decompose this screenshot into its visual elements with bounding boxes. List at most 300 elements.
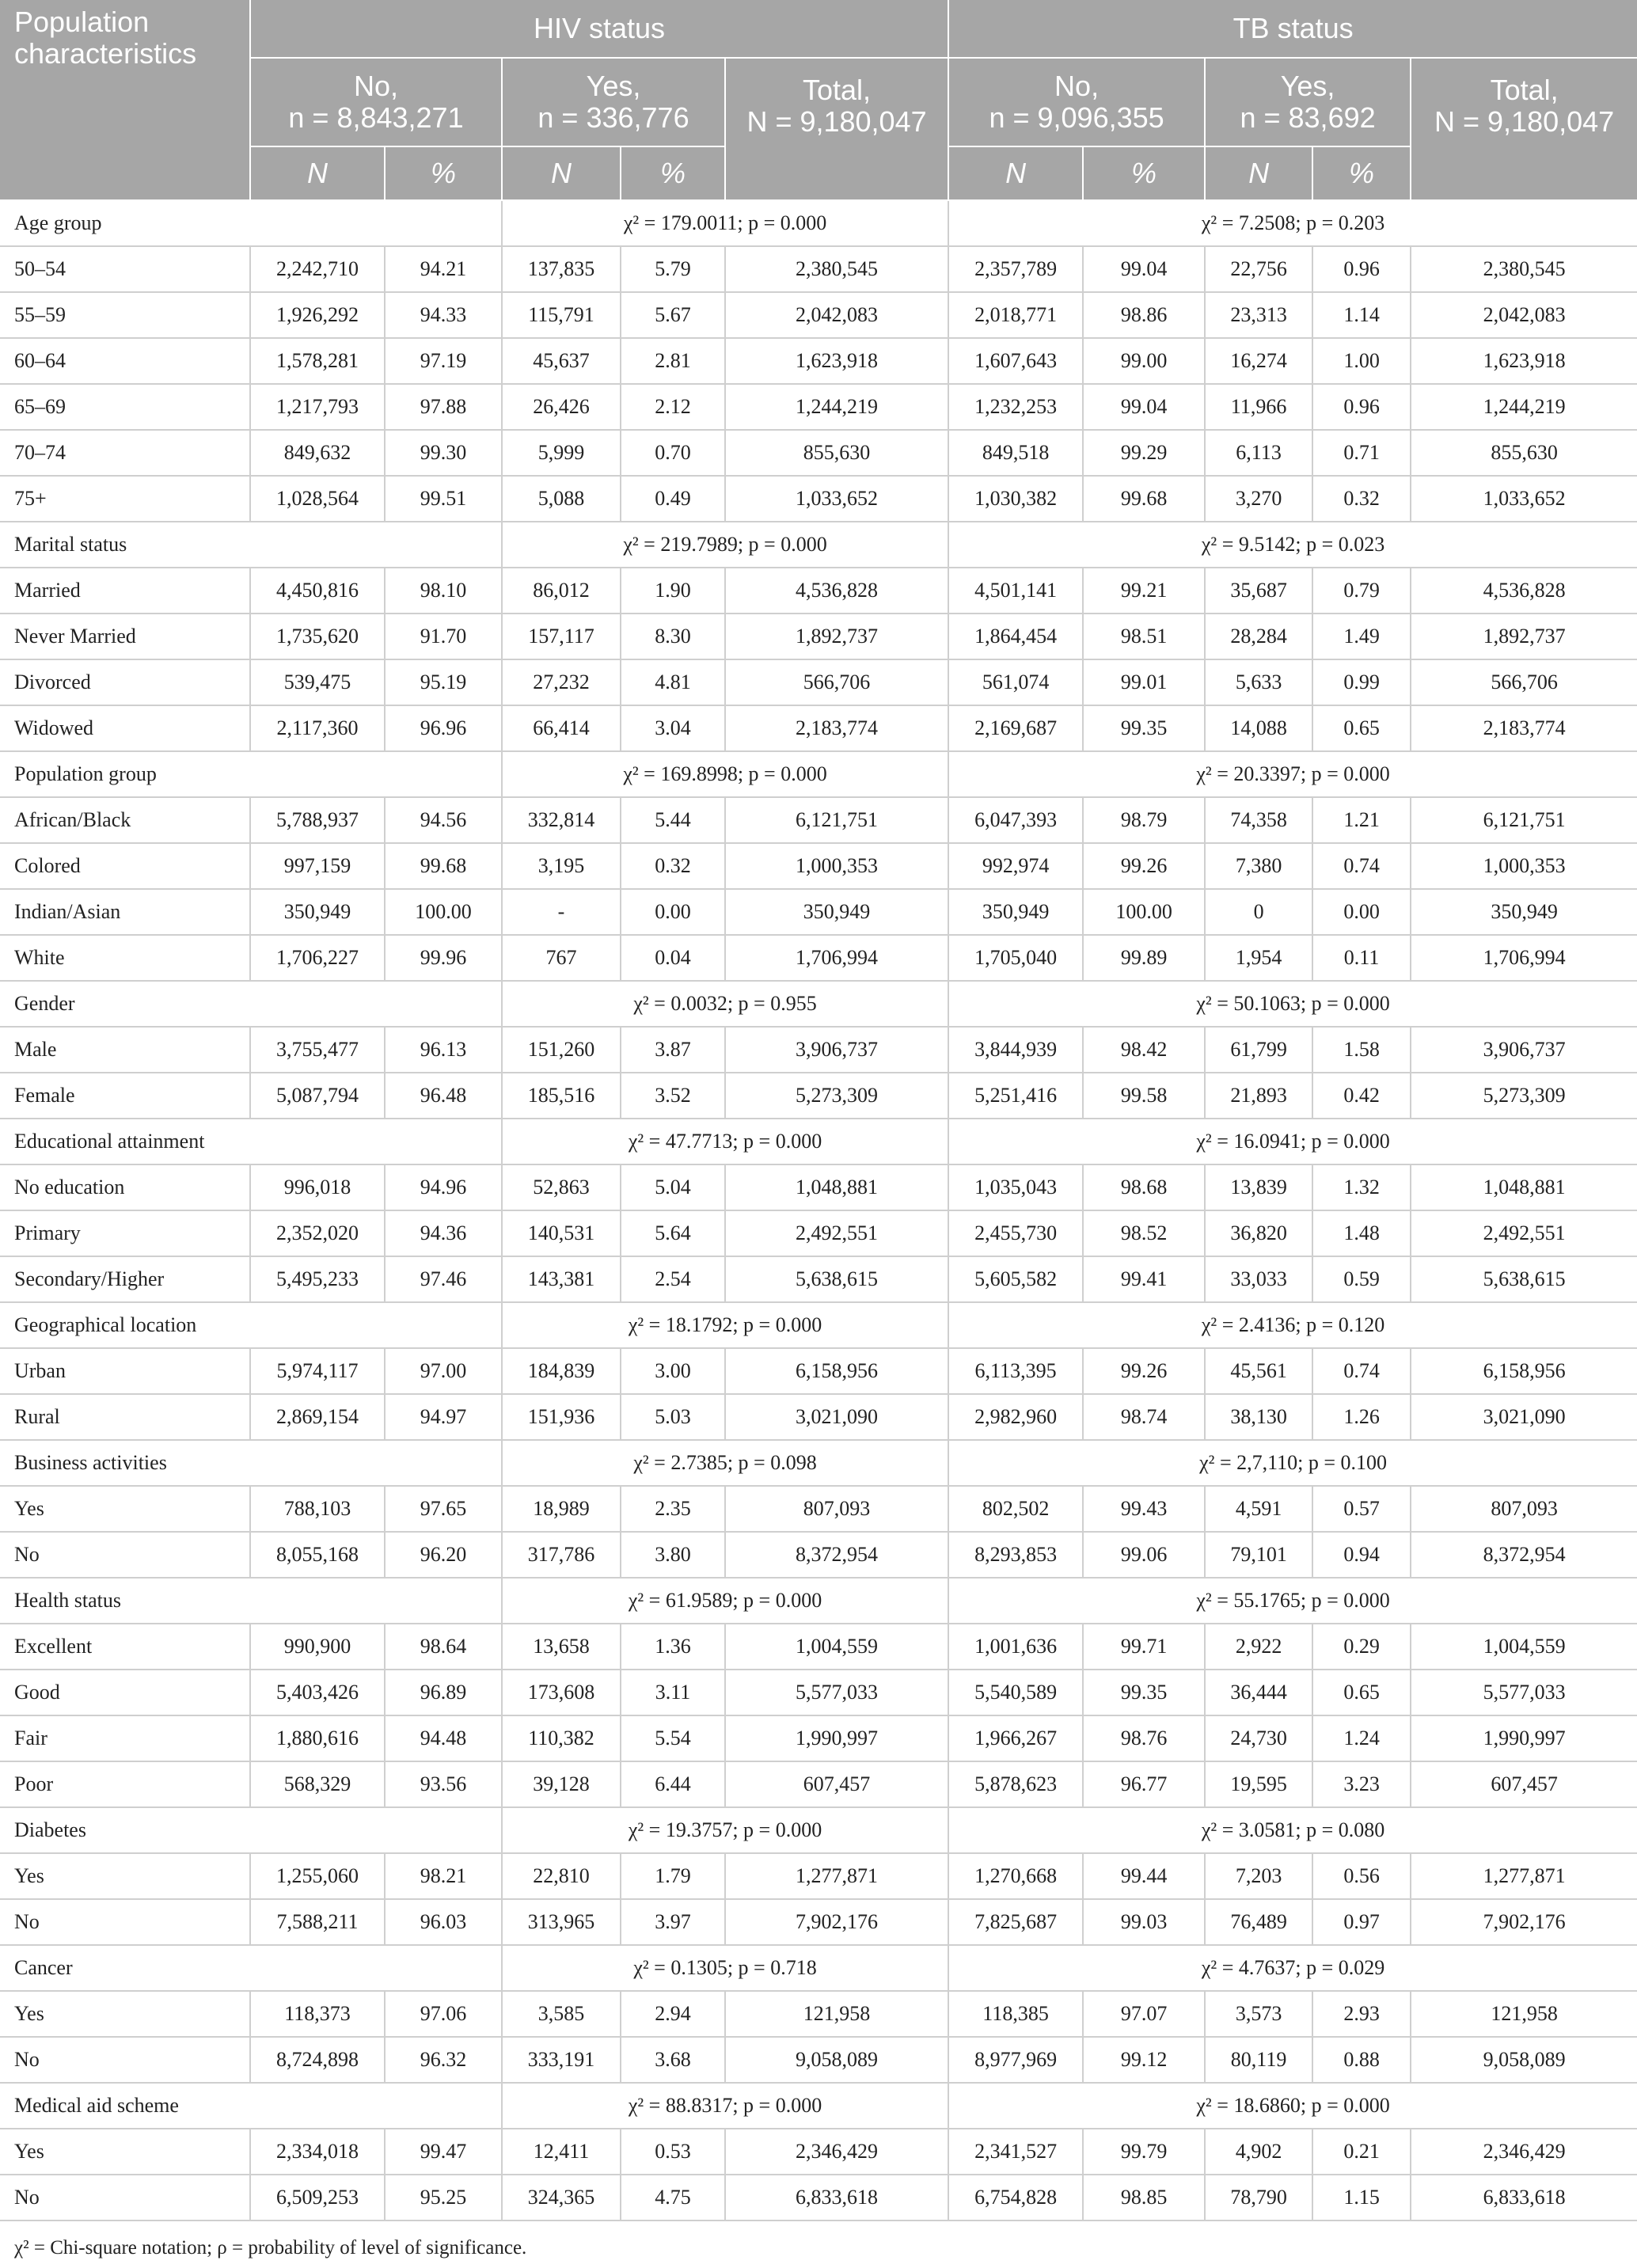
table-cell: 2,183,774 — [725, 705, 948, 751]
table-row — [0, 1761, 1637, 1807]
table-cell: 6.44 — [621, 1761, 725, 1807]
row-label: 55–59 — [0, 292, 250, 338]
table-cell: 992,974 — [948, 843, 1083, 889]
table-row — [0, 430, 1637, 476]
table-cell: 97.88 — [385, 384, 502, 430]
table-cell: 98.68 — [1083, 1164, 1205, 1210]
table-cell: 324,365 — [502, 2175, 621, 2221]
table-cell: 3,021,090 — [1411, 1394, 1637, 1440]
table-cell: 80,119 — [1205, 2037, 1312, 2083]
row-label: Colored — [0, 843, 250, 889]
table-cell: 350,949 — [948, 889, 1083, 935]
table-cell: 5.04 — [621, 1164, 725, 1210]
table-cell: 52,863 — [502, 1164, 621, 1210]
table-cell: 14,088 — [1205, 705, 1312, 751]
tb-chi-square: χ² = 3.0581; p = 0.080 — [948, 1807, 1637, 1853]
table-cell: 1,001,636 — [948, 1624, 1083, 1670]
table-cell: 99.71 — [1083, 1624, 1205, 1670]
table-cell: 3,844,939 — [948, 1027, 1083, 1073]
table-cell: 0.57 — [1312, 1486, 1411, 1532]
row-label: 65–69 — [0, 384, 250, 430]
row-label: Female — [0, 1073, 250, 1119]
header-hiv-total-label: Total, — [803, 74, 872, 106]
table-cell: 2,183,774 — [1411, 705, 1637, 751]
table-cell: 1,255,060 — [250, 1853, 385, 1899]
table-cell: 96.03 — [385, 1899, 502, 1945]
hiv-chi-square: χ² = 61.9589; p = 0.000 — [502, 1578, 948, 1624]
section-title: Educational attainment — [0, 1119, 502, 1164]
table-cell: 9,058,089 — [1411, 2037, 1637, 2083]
row-label: No — [0, 2175, 250, 2221]
table-cell: 2.93 — [1312, 1991, 1411, 2037]
table-cell: 11,966 — [1205, 384, 1312, 430]
table-cell: 1,966,267 — [948, 1715, 1083, 1761]
table-cell: 99.68 — [1083, 476, 1205, 522]
table-cell: 855,630 — [1411, 430, 1637, 476]
row-label: African/Black — [0, 797, 250, 843]
table-cell: 4.81 — [621, 659, 725, 705]
table-cell: 151,260 — [502, 1027, 621, 1073]
table-cell: 1.48 — [1312, 1210, 1411, 1256]
table-cell: 1,244,219 — [725, 384, 948, 430]
table-cell: 16,274 — [1205, 338, 1312, 384]
table-cell: 561,074 — [948, 659, 1083, 705]
table-cell: 151,936 — [502, 1394, 621, 1440]
table-row — [0, 2037, 1637, 2083]
header-population-characteristics: Population characteristics — [0, 0, 250, 200]
table-cell: 1.15 — [1312, 2175, 1411, 2221]
table-cell: 1,277,871 — [725, 1853, 948, 1899]
table-cell: 137,835 — [502, 246, 621, 292]
table-cell: 1,926,292 — [250, 292, 385, 338]
table-cell: 22,756 — [1205, 246, 1312, 292]
row-label: Excellent — [0, 1624, 250, 1670]
header-hiv-no-pct: % — [385, 146, 502, 200]
tb-chi-square: χ² = 20.3397; p = 0.000 — [948, 751, 1637, 797]
row-label: 50–54 — [0, 246, 250, 292]
table-cell: 4,536,828 — [1411, 568, 1637, 614]
table-cell: 6,754,828 — [948, 2175, 1083, 2221]
table-cell: 99.89 — [1083, 935, 1205, 981]
table-cell: 566,706 — [1411, 659, 1637, 705]
table-cell: 1.49 — [1312, 614, 1411, 659]
row-label: Yes — [0, 2129, 250, 2175]
section-row — [0, 1119, 1637, 1164]
hiv-chi-square: χ² = 219.7989; p = 0.000 — [502, 522, 948, 568]
section-title: Population group — [0, 751, 502, 797]
table-cell: 1,880,616 — [250, 1715, 385, 1761]
header-hiv-no-label: No, — [353, 70, 399, 102]
table-cell: 1,048,881 — [1411, 1164, 1637, 1210]
table-cell: 19,595 — [1205, 1761, 1312, 1807]
hiv-chi-square: χ² = 0.1305; p = 0.718 — [502, 1945, 948, 1991]
section-title: Geographical location — [0, 1302, 502, 1348]
row-label: Yes — [0, 1991, 250, 2037]
table-cell: 99.12 — [1083, 2037, 1205, 2083]
table-cell: 98.21 — [385, 1853, 502, 1899]
header-tb-no-n: n = 9,096,355 — [989, 101, 1164, 134]
hiv-chi-square: χ² = 19.3757; p = 0.000 — [502, 1807, 948, 1853]
table-cell: 4,501,141 — [948, 568, 1083, 614]
table-cell: 0.49 — [621, 476, 725, 522]
row-label: No — [0, 2037, 250, 2083]
table-cell: 0 — [1205, 889, 1312, 935]
header-tb-yes-n: n = 83,692 — [1240, 101, 1376, 134]
table-cell: 99.29 — [1083, 430, 1205, 476]
header-tb-no — [948, 58, 1205, 146]
table-cell: 1,035,043 — [948, 1164, 1083, 1210]
table-cell: 2,922 — [1205, 1624, 1312, 1670]
row-label: Widowed — [0, 705, 250, 751]
table-row — [0, 2129, 1637, 2175]
table-cell: 99.51 — [385, 476, 502, 522]
table-cell: 22,810 — [502, 1853, 621, 1899]
table-cell: 140,531 — [502, 1210, 621, 1256]
table-cell: 0.21 — [1312, 2129, 1411, 2175]
table-cell: 18,989 — [502, 1486, 621, 1532]
table-cell: 3.11 — [621, 1670, 725, 1715]
table-cell: 1,990,997 — [1411, 1715, 1637, 1761]
table-cell: 45,637 — [502, 338, 621, 384]
table-cell: 1.00 — [1312, 338, 1411, 384]
table-header — [0, 0, 1637, 200]
table-cell: 2,380,545 — [725, 246, 948, 292]
table-cell: 1,033,652 — [1411, 476, 1637, 522]
section-title: Health status — [0, 1578, 502, 1624]
table-cell: 350,949 — [250, 889, 385, 935]
row-label: Yes — [0, 1853, 250, 1899]
table-row — [0, 568, 1637, 614]
table-cell: 99.26 — [1083, 1348, 1205, 1394]
table-cell: 0.96 — [1312, 246, 1411, 292]
table-cell: 99.58 — [1083, 1073, 1205, 1119]
table-cell: 4,591 — [1205, 1486, 1312, 1532]
row-label: No education — [0, 1164, 250, 1210]
table-cell: 5,633 — [1205, 659, 1312, 705]
table-cell: 1,000,353 — [1411, 843, 1637, 889]
table-cell: 1.58 — [1312, 1027, 1411, 1073]
table-cell: 1.32 — [1312, 1164, 1411, 1210]
table-cell: 1,232,253 — [948, 384, 1083, 430]
table-cell: 2,352,020 — [250, 1210, 385, 1256]
table-cell: 94.33 — [385, 292, 502, 338]
row-label: Primary — [0, 1210, 250, 1256]
table-cell: 121,958 — [1411, 1991, 1637, 2037]
section-row — [0, 1807, 1637, 1853]
row-label: Secondary/Higher — [0, 1256, 250, 1302]
table-row — [0, 338, 1637, 384]
table-cell: 8,977,969 — [948, 2037, 1083, 2083]
table-cell: 2,169,687 — [948, 705, 1083, 751]
header-hiv-no-n: n = 8,843,271 — [288, 101, 464, 134]
table-row — [0, 2175, 1637, 2221]
table-row — [0, 935, 1637, 981]
header-tb-total-n: N = 9,180,047 — [1434, 105, 1615, 138]
table-cell: 807,093 — [1411, 1486, 1637, 1532]
table-cell: 8,372,954 — [725, 1532, 948, 1578]
table-cell: 96.89 — [385, 1670, 502, 1715]
table-cell: 333,191 — [502, 2037, 621, 2083]
row-label: Divorced — [0, 659, 250, 705]
table-cell: 100.00 — [385, 889, 502, 935]
tb-chi-square: χ² = 18.6860; p = 0.000 — [948, 2083, 1637, 2129]
table-cell: 350,949 — [725, 889, 948, 935]
table-cell: 13,658 — [502, 1624, 621, 1670]
tb-chi-square: χ² = 50.1063; p = 0.000 — [948, 981, 1637, 1027]
hiv-chi-square: χ² = 179.0011; p = 0.000 — [502, 200, 948, 246]
header-tb-no-N: N — [948, 146, 1083, 200]
table-cell: 5,638,615 — [1411, 1256, 1637, 1302]
table-cell: 1,892,737 — [1411, 614, 1637, 659]
table-cell: 9,058,089 — [725, 2037, 948, 2083]
row-label: Indian/Asian — [0, 889, 250, 935]
table-cell: 1,735,620 — [250, 614, 385, 659]
table-cell: 1,990,997 — [725, 1715, 948, 1761]
table-cell: 93.56 — [385, 1761, 502, 1807]
table-row — [0, 1210, 1637, 1256]
table-cell: 0.42 — [1312, 1073, 1411, 1119]
table-cell: 2,042,083 — [1411, 292, 1637, 338]
table-cell: 61,799 — [1205, 1027, 1312, 1073]
table-cell: 86,012 — [502, 568, 621, 614]
section-title: Cancer — [0, 1945, 502, 1991]
table-row — [0, 1715, 1637, 1761]
section-row — [0, 751, 1637, 797]
table-cell: 23,313 — [1205, 292, 1312, 338]
table-cell: 99.35 — [1083, 1670, 1205, 1715]
table-cell: 99.79 — [1083, 2129, 1205, 2175]
table-cell: 5,999 — [502, 430, 621, 476]
section-row — [0, 2083, 1637, 2129]
table-cell: 1,578,281 — [250, 338, 385, 384]
table-cell: 95.25 — [385, 2175, 502, 2221]
table-cell: 1,706,227 — [250, 935, 385, 981]
table-cell: 0.11 — [1312, 935, 1411, 981]
table-cell: 5.03 — [621, 1394, 725, 1440]
table-cell: 99.04 — [1083, 246, 1205, 292]
section-title: Medical aid scheme — [0, 2083, 502, 2129]
table-row — [0, 889, 1637, 935]
table-cell: 66,414 — [502, 705, 621, 751]
table-cell: 607,457 — [725, 1761, 948, 1807]
table-cell: 6,113 — [1205, 430, 1312, 476]
table-cell: 24,730 — [1205, 1715, 1312, 1761]
table-cell: 2,982,960 — [948, 1394, 1083, 1440]
table-cell: 1.36 — [621, 1624, 725, 1670]
row-label: Fair — [0, 1715, 250, 1761]
table-cell: 8,724,898 — [250, 2037, 385, 2083]
table-cell: 97.46 — [385, 1256, 502, 1302]
table-cell: 5,974,117 — [250, 1348, 385, 1394]
table-cell: 99.21 — [1083, 568, 1205, 614]
table-cell: 0.97 — [1312, 1899, 1411, 1945]
table-cell: 157,117 — [502, 614, 621, 659]
table-cell: 95.19 — [385, 659, 502, 705]
header-hiv-status: HIV status — [250, 0, 948, 58]
table-cell: 350,949 — [1411, 889, 1637, 935]
table-row — [0, 614, 1637, 659]
table-cell: 5,605,582 — [948, 1256, 1083, 1302]
table-cell: 99.35 — [1083, 705, 1205, 751]
table-cell: 5,273,309 — [1411, 1073, 1637, 1119]
table-cell: 96.77 — [1083, 1761, 1205, 1807]
table-cell: 99.30 — [385, 430, 502, 476]
row-label: 60–64 — [0, 338, 250, 384]
table-cell: 2,341,527 — [948, 2129, 1083, 2175]
table-cell: 39,128 — [502, 1761, 621, 1807]
table-cell: 5,403,426 — [250, 1670, 385, 1715]
table-cell: 7,825,687 — [948, 1899, 1083, 1945]
section-row — [0, 1302, 1637, 1348]
table-cell: 2,357,789 — [948, 246, 1083, 292]
table-cell: 1,705,040 — [948, 935, 1083, 981]
row-label: Good — [0, 1670, 250, 1715]
table-cell: 7,203 — [1205, 1853, 1312, 1899]
table-cell: 5,638,615 — [725, 1256, 948, 1302]
table-cell: 12,411 — [502, 2129, 621, 2175]
table-cell: 97.65 — [385, 1486, 502, 1532]
section-row — [0, 1578, 1637, 1624]
table-cell: 802,502 — [948, 1486, 1083, 1532]
table-cell: 74,358 — [1205, 797, 1312, 843]
tb-chi-square: χ² = 55.1765; p = 0.000 — [948, 1578, 1637, 1624]
table-cell: 36,820 — [1205, 1210, 1312, 1256]
table-cell: 99.03 — [1083, 1899, 1205, 1945]
section-title: Diabetes — [0, 1807, 502, 1853]
header-hiv-yes-label: Yes, — [586, 70, 641, 102]
table-cell: 8,293,853 — [948, 1532, 1083, 1578]
table-row — [0, 843, 1637, 889]
table-cell: 1,217,793 — [250, 384, 385, 430]
row-label: Male — [0, 1027, 250, 1073]
table-cell: 1.90 — [621, 568, 725, 614]
table-cell: 0.29 — [1312, 1624, 1411, 1670]
table-cell: 5.67 — [621, 292, 725, 338]
row-label: No — [0, 1899, 250, 1945]
table-cell: 97.06 — [385, 1991, 502, 2037]
table-cell: 0.74 — [1312, 843, 1411, 889]
header-tb-status: TB status — [948, 0, 1637, 58]
table-cell: 0.99 — [1312, 659, 1411, 705]
table-cell: 94.21 — [385, 246, 502, 292]
table-cell: 0.32 — [621, 843, 725, 889]
table-cell: 1,048,881 — [725, 1164, 948, 1210]
header-hiv-no — [250, 58, 502, 146]
table-cell: 990,900 — [250, 1624, 385, 1670]
table-cell: 185,516 — [502, 1073, 621, 1119]
tb-chi-square: χ² = 9.5142; p = 0.023 — [948, 522, 1637, 568]
table-cell: 2,018,771 — [948, 292, 1083, 338]
table-cell: 6,158,956 — [725, 1348, 948, 1394]
table-cell: 5,495,233 — [250, 1256, 385, 1302]
table-cell: 849,632 — [250, 430, 385, 476]
table-cell: 121,958 — [725, 1991, 948, 2037]
table-row — [0, 1991, 1637, 2037]
table-row — [0, 1394, 1637, 1440]
table-cell: 6,121,751 — [725, 797, 948, 843]
table-cell: 0.65 — [1312, 1670, 1411, 1715]
table-cell: 317,786 — [502, 1532, 621, 1578]
table-cell: 1,607,643 — [948, 338, 1083, 384]
table-cell: 0.65 — [1312, 705, 1411, 751]
table-cell: 2,346,429 — [1411, 2129, 1637, 2175]
table-cell: 99.06 — [1083, 1532, 1205, 1578]
table-cell: 5.64 — [621, 1210, 725, 1256]
section-row — [0, 200, 1637, 246]
tb-chi-square: χ² = 2,7,110; p = 0.100 — [948, 1440, 1637, 1486]
row-label: 75+ — [0, 476, 250, 522]
table-cell: 0.04 — [621, 935, 725, 981]
table-cell: 0.00 — [621, 889, 725, 935]
table-cell: 99.26 — [1083, 843, 1205, 889]
table-cell: 98.64 — [385, 1624, 502, 1670]
table-cell: 97.07 — [1083, 1991, 1205, 2037]
table-cell: 3.52 — [621, 1073, 725, 1119]
header-tb-yes-N: N — [1205, 146, 1312, 200]
table-cell: 2,242,710 — [250, 246, 385, 292]
table-cell: 5,577,033 — [1411, 1670, 1637, 1715]
table-cell: 3,755,477 — [250, 1027, 385, 1073]
table-cell: 98.74 — [1083, 1394, 1205, 1440]
row-label: Urban — [0, 1348, 250, 1394]
table-row — [0, 1073, 1637, 1119]
table-cell: 0.00 — [1312, 889, 1411, 935]
header-hiv-total-n: N = 9,180,047 — [746, 105, 927, 138]
table-cell: 3.68 — [621, 2037, 725, 2083]
table-cell: 110,382 — [502, 1715, 621, 1761]
table-cell: 5,088 — [502, 476, 621, 522]
table-cell: 3.23 — [1312, 1761, 1411, 1807]
table-cell: 5,087,794 — [250, 1073, 385, 1119]
table-cell: 98.86 — [1083, 292, 1205, 338]
table-cell: 3,585 — [502, 1991, 621, 2037]
table-cell: 5.54 — [621, 1715, 725, 1761]
table-cell: 1,270,668 — [948, 1853, 1083, 1899]
table-cell: 2.12 — [621, 384, 725, 430]
table-row — [0, 705, 1637, 751]
table-cell: 99.00 — [1083, 338, 1205, 384]
table-row — [0, 1027, 1637, 1073]
table-cell: 38,130 — [1205, 1394, 1312, 1440]
table-cell: 3,195 — [502, 843, 621, 889]
table-cell: 96.32 — [385, 2037, 502, 2083]
table-cell: 1,004,559 — [1411, 1624, 1637, 1670]
table-cell: 5.44 — [621, 797, 725, 843]
table-cell: 2.35 — [621, 1486, 725, 1532]
table-cell: 2,117,360 — [250, 705, 385, 751]
table-row — [0, 1853, 1637, 1899]
header-tb-total — [1411, 58, 1637, 200]
row-label: Married — [0, 568, 250, 614]
row-label: Rural — [0, 1394, 250, 1440]
table-cell: 3,906,737 — [725, 1027, 948, 1073]
table-cell: 0.53 — [621, 2129, 725, 2175]
table-cell: 0.56 — [1312, 1853, 1411, 1899]
table-cell: 2,455,730 — [948, 1210, 1083, 1256]
table-cell: 5,878,623 — [948, 1761, 1083, 1807]
table-cell: 7,902,176 — [725, 1899, 948, 1945]
table-cell: 6,121,751 — [1411, 797, 1637, 843]
table-cell: 0.70 — [621, 430, 725, 476]
table-cell: 97.00 — [385, 1348, 502, 1394]
table-cell: 7,380 — [1205, 843, 1312, 889]
section-row — [0, 522, 1637, 568]
table-cell: 807,093 — [725, 1486, 948, 1532]
header-tb-no-label: No, — [1054, 70, 1100, 102]
table-cell: 2,346,429 — [725, 2129, 948, 2175]
table-cell: 313,965 — [502, 1899, 621, 1945]
table-cell: 3,906,737 — [1411, 1027, 1637, 1073]
